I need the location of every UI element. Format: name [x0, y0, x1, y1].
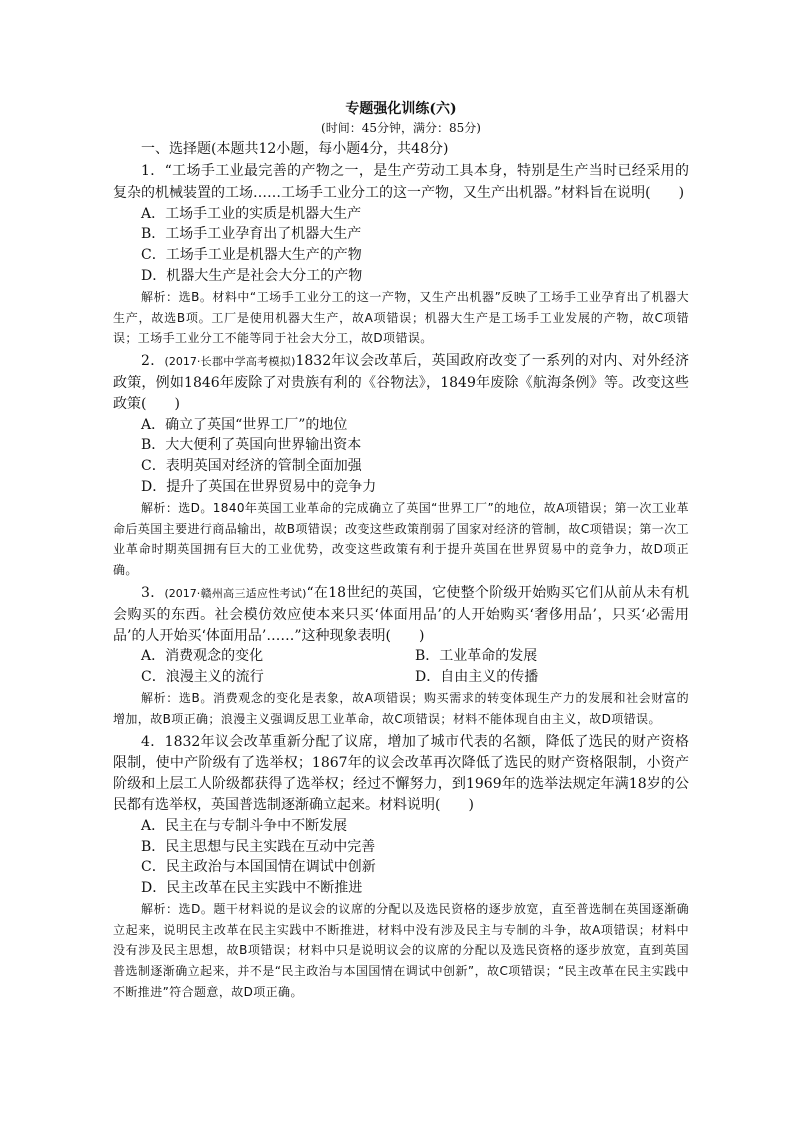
question-text: 1832年议会改革后，英国政府改变了一系列的对内、对外经济政策，例如1846年废除了对贵族有利的《谷物法》，1849年废除《航海条例》等。改变这些政策( ): [113, 353, 689, 412]
options-row: [113, 667, 689, 688]
question-4: [113, 732, 689, 1003]
question-source: (2017·长郡中学高考模拟): [164, 355, 296, 369]
page-title: 专题强化训练(六): [345, 101, 457, 117]
question-stem: [113, 351, 689, 414]
question-text: “工场手工业最完善的产物之一，是生产劳动工具本身，特别是生产当时已经采用的复杂的机械装置的工场……工场手工业分工的这一产物，又生产出机器。”材料旨在说明( ): [113, 163, 689, 201]
option-c: C．表明英国对经济的管制全面加强: [141, 458, 362, 475]
page-subtitle: (时间：45分钟，满分：85分): [321, 121, 481, 135]
question-1: [113, 161, 689, 349]
option-d: D．提升了英国在世界贸易中的竞争力: [141, 478, 377, 495]
option-d: D．民主改革在民主实践中不断推进: [141, 880, 363, 897]
question-3: [113, 583, 689, 730]
option-b: B．大大便利了英国向世界输出资本: [141, 437, 362, 454]
analysis: 解析：选D。1840年英国工业革命的完成确立了英国“世界工厂”的地位，故A项错误；第一次工业革命后英国主要进行商品输出，故B项错误；改变这些政策削弱了国家对经济的管制，故C项错误；第一次工业革命时期英国拥有巨大的工业优势，改变这些政策有利于提升英国在世界贸易中的竞争力，故D项正确。: [113, 500, 689, 578]
option-d: D．机器大生产是社会大分工的产物: [141, 267, 363, 284]
question-stem: [113, 583, 689, 646]
analysis: 解析：选D。题干材料说的是议会的议席的分配以及选民资格的逐步放宽，直至普选制在英国逐渐确立起来，说明民主改革在民主实践中不断推进，材料中没有涉及民主与专制的斗争，故A项错误；材料中没有涉及民主思想，故B项错误；材料中只是说明议会的议席的分配以及选民资格的逐步放宽，直到英国普选制逐渐确立起来，并不是“民主政治与本国国情在调试中创新”，故C项错误；“民主改革在民主实践中不断推进”符合题意，故D项正确。: [113, 901, 689, 1000]
option-b: B．民主思想与民主实践在互动中完善: [141, 838, 376, 855]
option-c: C．浪漫主义的流行: [141, 669, 264, 686]
option-a: A．工场手工业的实质是机器大生产: [141, 205, 362, 222]
question-number: 4．: [141, 733, 165, 750]
question-stem: [113, 161, 689, 204]
option-c: C．工场手工业是机器大生产的产物: [141, 247, 362, 264]
question-number: 1．: [141, 163, 165, 179]
analysis: 解析：选B。材料中“工场手工业分工的这一产物，又生产出机器”反映了工场手工业孕育出了机器大生产，故选B项。工厂是使用机器大生产，故A项错误；机器大生产是工场手工业发展的产物，故C项错误；工场手工业分工不能等同于社会大分工，故D项错误。: [113, 289, 689, 346]
option-b: B．工场手工业孕育出了机器大生产: [141, 226, 362, 243]
question-number: 2．: [141, 353, 165, 370]
question-number: 3．: [141, 584, 165, 601]
option-c: C．民主政治与本国国情在调试中创新: [141, 859, 376, 876]
question-stem: [113, 732, 689, 816]
option-a: A．民主在与专制斗争中不断发展: [141, 817, 348, 834]
option-d: D．自由主义的传播: [415, 669, 539, 686]
section-heading: 一、选择题(本题共12小题，每小题4分，共48分): [141, 141, 449, 157]
document-content: [113, 99, 689, 1003]
question-source: (2017·赣州高三适应性考试): [164, 586, 307, 600]
option-b: B．工业革命的发展: [415, 648, 538, 665]
option-a: A．消费观念的变化: [141, 648, 264, 665]
question-text: 1832年议会改革重新分配了议席，增加了城市代表的名额，降低了选民的财产资格限制，使中产阶级有了选举权；1867年的议会改革再次降低了选民的财产资格限制，小资产阶级和上层工人阶级都获得了选举权；经过不懈努力，到1969年的选举法规定年满18岁的公民都有选举权，英国普选制逐渐确立起来。材料说明( ): [113, 733, 689, 813]
question-2: [113, 351, 689, 581]
option-a: A．确立了英国“世界工厂”的地位: [141, 416, 348, 433]
analysis: 解析：选B。消费观念的变化是表象，故A项错误；购买需求的转变体现生产力的发展和社会财富的增加，故B项正确；浪漫主义强调反思工业革命，故C项错误；材料不能体现自由主义，故D项错误。: [113, 690, 689, 726]
question-text: “在18世纪的英国，它使整个阶级开始购买它们从前从未有机会购买的东西。社会模仿效应使本来只买‘体面用品’的人开始购买‘奢侈用品’，只买‘必需用品’的人开始买‘体面用品’……”这种现象表明( ): [113, 584, 689, 644]
options-row: [113, 646, 689, 667]
